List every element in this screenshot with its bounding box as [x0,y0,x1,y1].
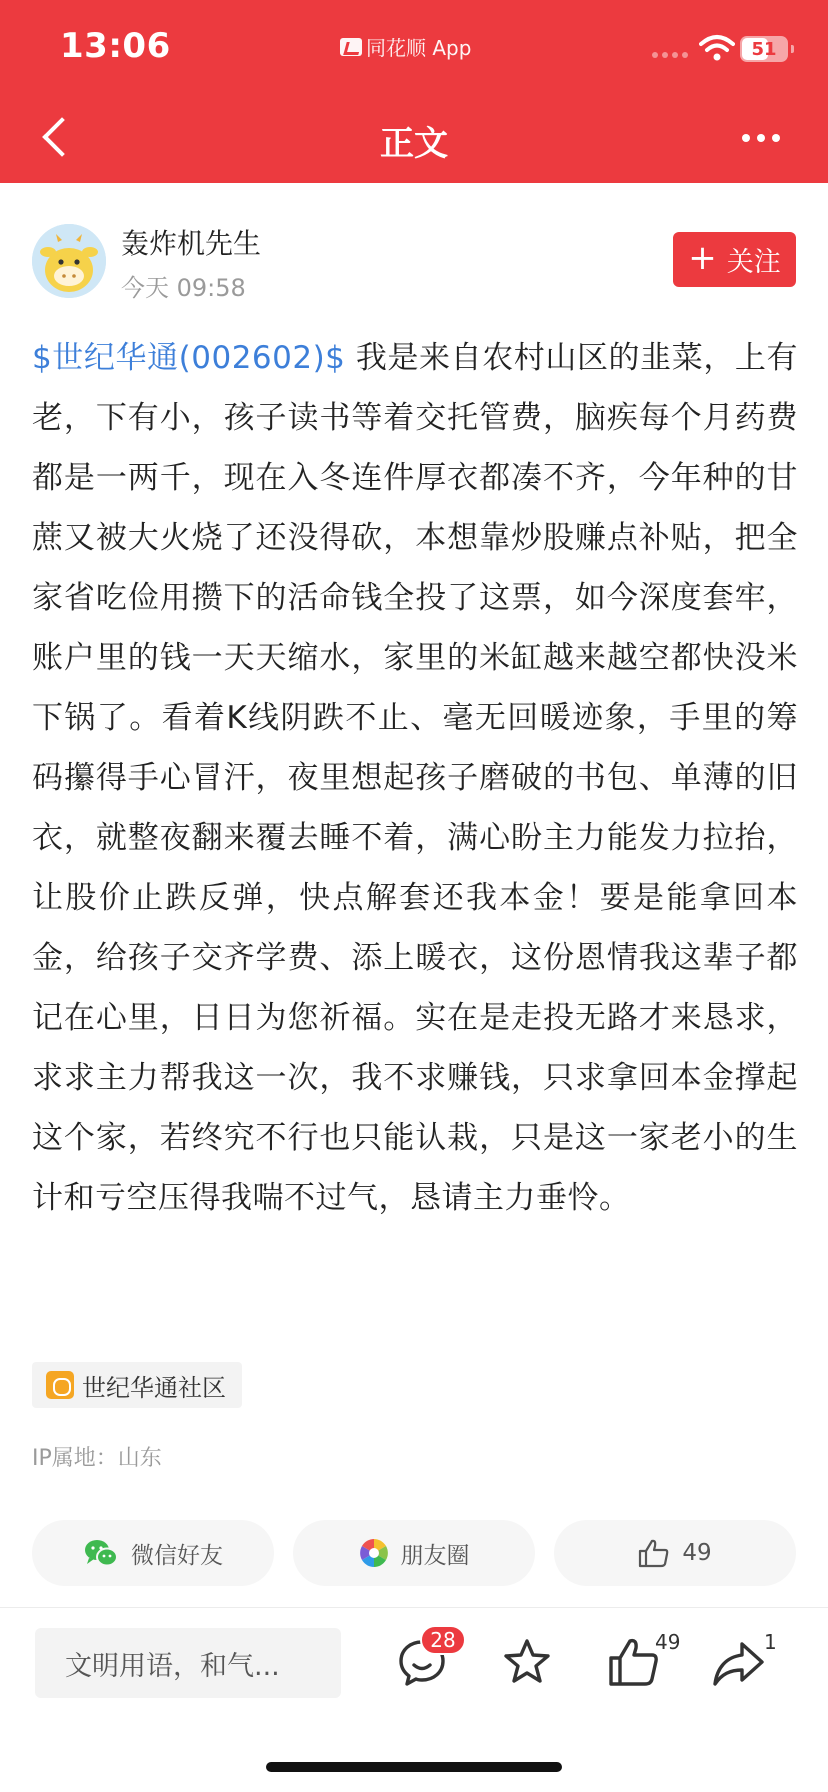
page-title: 正文 [380,124,448,164]
plus-icon: + [688,238,717,278]
post-text: 我是来自农村山区的韭菜，上有老，下有小，孩子读书等着交托管费，脑疾每个月药费都是一两千，现在入冬连件厚衣都凑不齐，今年种的甘蔗又被大火烧了还没得砍，本想靠炒股赚点补贴，把全家省吃俭用攒下的活命钱全投了这票，如今深度套牢，账户里的钱一天天缩水，家里的米缸越来越空都快没米下锅了。看着K线阴跌不止、毫无回暖迹象，手里的筹码攥得手心冒汗，夜里想起孩子磨破的书包、单薄的旧衣，就整夜翻来覆去睡不着，满心盼主力能发力拉抬，让股价止跌反弹，快点解套还我本金！要是能拿回本金，给孩子交齐学费、添上暖衣，这份恩情我这辈子都记在心里，日日为您祈福。实在是走投无路才来恳求，求求主力帮我这一次，我不求赚钱，只求拿回本金撑起这个家，若终究不行也只能认栽，只是这一家老小的生计和亏空压得我喘不过气，恳请主力垂怜。 [32,340,798,1216]
community-icon [46,1371,74,1399]
header-bar [0,0,828,183]
source-app-label: 同花顺 App [366,36,472,60]
battery-level: 51 [751,38,777,60]
ip-location: IP属地：山东 [32,1446,162,1471]
wechat-icon [83,1538,119,1568]
home-indicator[interactable] [266,1762,562,1772]
community-tag[interactable] [32,1362,242,1408]
comment-placeholder: 文明用语，和气... [65,1650,280,1682]
avatar[interactable] [32,224,106,298]
thumbs-up-icon[interactable] [603,1632,663,1692]
like-count: 49 [682,1540,712,1566]
share-wechat-button[interactable] [32,1520,274,1586]
like-button[interactable] [554,1520,796,1586]
community-label: 世纪华通社区 [82,1373,226,1402]
star-icon[interactable] [497,1632,557,1692]
share-moments-label: 朋友圈 [400,1542,470,1569]
cellular-signal-icon [652,52,688,58]
cow-avatar-icon [32,224,106,298]
back-to-app-indicator[interactable] [340,32,471,61]
status-time: 13:06 [60,26,171,66]
more-options-button[interactable] [742,126,788,150]
share-arrow-icon[interactable] [708,1632,768,1692]
battery-icon [740,36,788,62]
post-content [32,328,798,1228]
follow-label: 关注 [726,247,781,278]
moments-icon [359,1538,389,1568]
wifi-icon [699,34,735,62]
comment-input[interactable] [35,1628,341,1698]
app-logo-icon [340,38,362,56]
bottom-like-count: 49 [655,1630,681,1654]
author-name[interactable]: 轰炸机先生 [121,227,262,260]
follow-button[interactable] [673,232,796,287]
share-wechat-label: 微信好友 [131,1542,223,1569]
share-count: 1 [764,1630,777,1654]
thumbs-up-icon [638,1538,670,1568]
comment-count-badge: 28 [420,1625,466,1655]
post-time: 今天 09:58 [121,274,246,302]
stock-link[interactable]: $世纪华通(002602)$ [32,340,346,376]
share-moments-button[interactable] [293,1520,535,1586]
divider [0,1607,828,1608]
